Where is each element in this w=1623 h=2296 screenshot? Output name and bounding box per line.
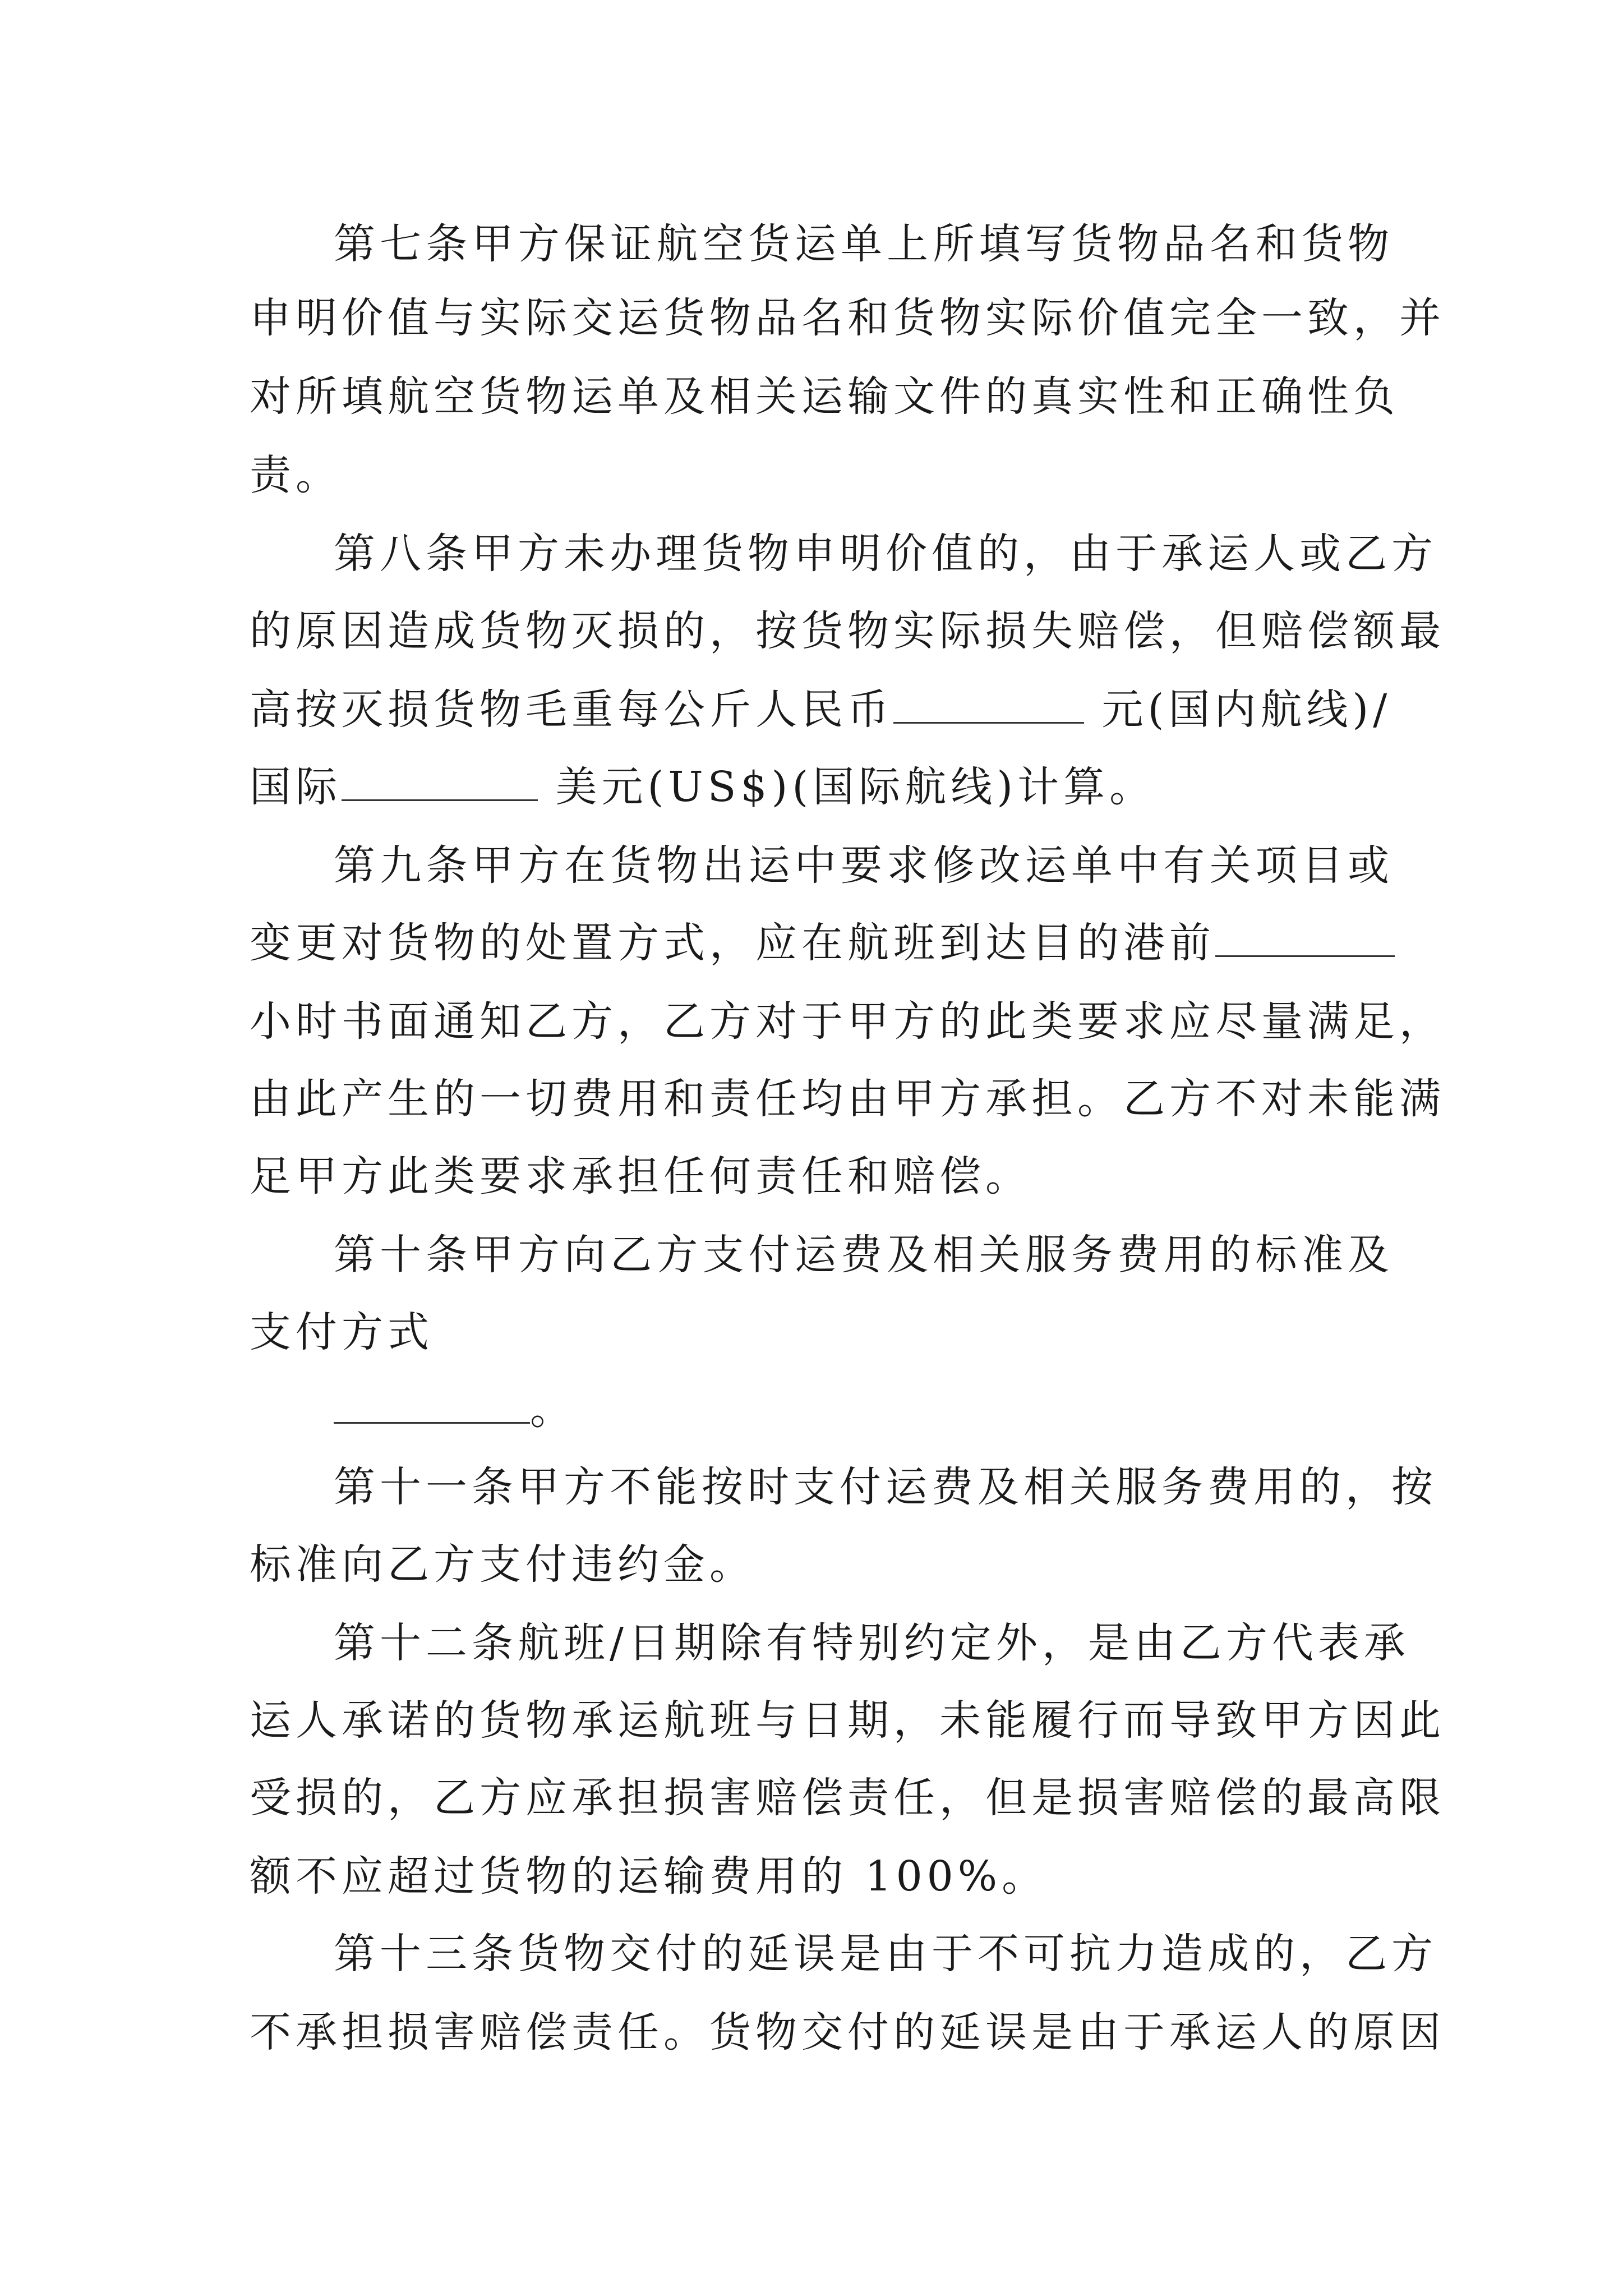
article-8-line-4-suffix: 美元(US$)(国际航线)计算。 <box>538 763 1156 811</box>
article-10-line-3-suffix: 。 <box>530 1386 576 1434</box>
usd-amount-blank <box>342 765 538 801</box>
article-7-line-4: 责。 <box>250 451 342 499</box>
article-9-line-4: 由此产生的一切费用和责任均由甲方承担。乙方不对未能满 <box>250 1075 1445 1123</box>
article-13-line-2: 不承担损害赔偿责任。货物交付的延误是由于承运人的原因 <box>250 2008 1445 2056</box>
article-10-line-3 <box>334 1379 1394 1441</box>
article-8-line-3-text: 高按灭损货物毛重每公斤人民币 <box>250 685 893 734</box>
article-10-line-2: 支付方式 <box>250 1308 434 1356</box>
article-8-line-2: 的原因造成货物灭损的，按货物实际损失赔偿，但赔偿额最 <box>250 607 1445 655</box>
article-8-line-1: 第八条甲方未办理货物申明价值的，由于承运人或乙方 <box>334 530 1437 578</box>
article-11-line-1: 第十一条甲方不能按时支付运费及相关服务费用的，按 <box>334 1463 1437 1511</box>
article-9-line-5: 足甲方此类要求承担任何责任和赔偿。 <box>250 1152 1031 1200</box>
rmb-amount-blank <box>893 687 1084 724</box>
article-12-line-4: 额不应超过货物的运输费用的 100%。 <box>250 1852 1048 1901</box>
article-7-line-1: 第七条甲方保证航空货运单上所填写货物品名和货物 <box>334 220 1394 268</box>
article-9-line-1: 第九条甲方在货物出运中要求修改运单中有关项目或 <box>334 841 1394 890</box>
article-8-line-4 <box>250 756 1394 818</box>
article-7-line-3: 对所填航空货物运单及相关运输文件的真实性和正确性负 <box>250 372 1399 421</box>
article-11-line-2: 标准向乙方支付违约金。 <box>250 1540 755 1589</box>
article-9-line-2 <box>250 912 1394 974</box>
article-8-line-4-text: 国际 <box>250 763 342 811</box>
article-10-line-1: 第十条甲方向乙方支付运费及相关服务费用的标准及 <box>334 1231 1394 1279</box>
article-7-line-2: 申明价值与实际交运货物品名和货物实际价值完全一致，并 <box>250 294 1445 342</box>
article-8-line-3 <box>250 679 1394 740</box>
article-9-line-2-text: 变更对货物的处置方式，应在航班到达目的港前 <box>250 919 1215 967</box>
article-12-line-1: 第十二条航班/日期除有特别约定外，是由乙方代表承 <box>334 1619 1410 1667</box>
article-9-line-3: 小时书面通知乙方，乙方对于甲方的此类要求应尽量满足， <box>250 997 1445 1046</box>
article-13-line-1: 第十三条货物交付的延误是由于不可抗力造成的，乙方 <box>334 1930 1437 1978</box>
article-12-line-2: 运人承诺的货物承运航班与日期，未能履行而导致甲方因此 <box>250 1696 1445 1745</box>
article-8-line-3-suffix: 元(国内航线)/ <box>1084 685 1392 734</box>
article-12-line-3: 受损的，乙方应承担损害赔偿责任，但是损害赔偿的最高限 <box>250 1774 1445 1822</box>
payment-method-blank <box>334 1387 530 1424</box>
hours-blank <box>1215 921 1395 957</box>
